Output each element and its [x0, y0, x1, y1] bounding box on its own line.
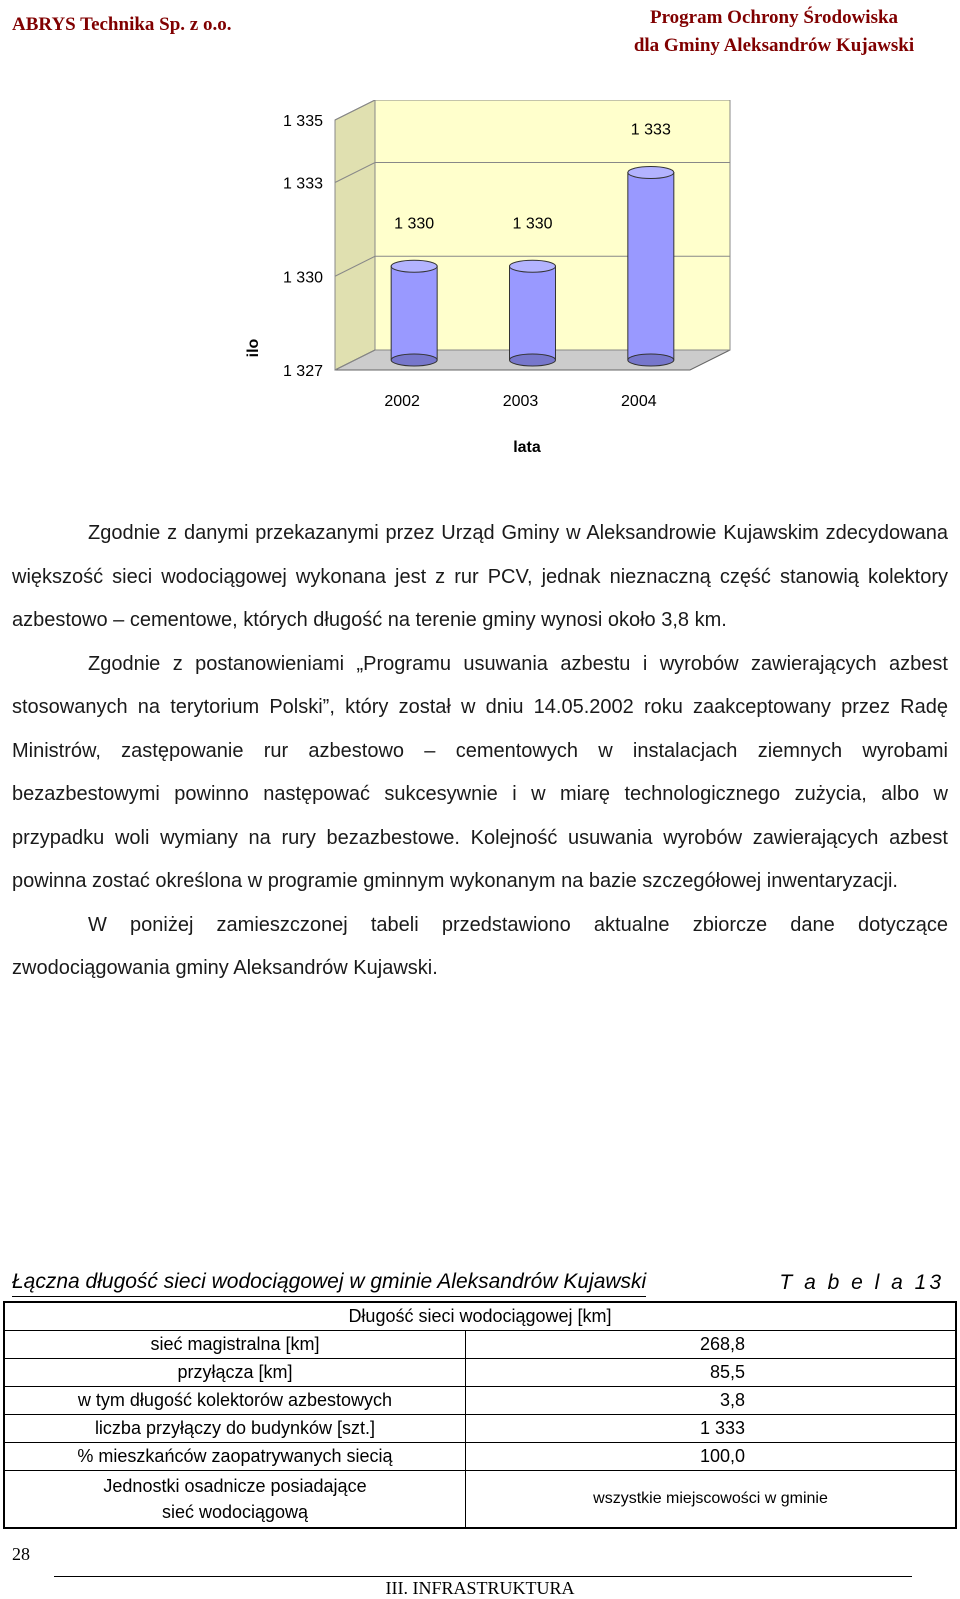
program-title-line2: dla Gminy Aleksandrów Kujawski [633, 35, 915, 56]
bar [628, 173, 674, 361]
y-axis-label: ilo [245, 338, 262, 358]
program-title [634, 4, 914, 60]
y-tick-label: 1 333 [282, 175, 323, 193]
table-title: Łączna długość sieci wodociągowej w gminie Aleksandrów Kujawski [12, 1268, 646, 1297]
water-network-table [3, 1301, 957, 1529]
bar [510, 266, 556, 360]
program-title-line1: Program Ochrony Środowiska [649, 7, 899, 28]
row-label: przyłącza [km] [4, 1359, 466, 1387]
row-label: liczba przyłączy do budynków [szt.] [4, 1415, 466, 1443]
bar-chart [0, 100, 960, 480]
row-value: 268,8 [466, 1331, 957, 1359]
row-value: wszystkie miejscowości w gminie [466, 1471, 957, 1529]
chart-side-wall [335, 100, 375, 370]
x-tick-label: 2004 [621, 393, 657, 410]
table-row [4, 1359, 956, 1387]
page-header [0, 0, 960, 62]
y-tick-label: 1 327 [282, 363, 323, 380]
x-axis-label: lata [513, 439, 541, 456]
table-number: T a b e l a 13 [779, 1271, 944, 1294]
footer-divider [54, 1576, 912, 1577]
footer-section: III. INFRASTRUKTURA [385, 1578, 575, 1598]
x-tick-label: 2003 [502, 393, 539, 410]
paragraph-1: Zgodnie z danymi przekazanymi przez Urząd Gminy w Aleksandrowie Kujawskim zdecydowana większość sieci wodociągowej wykonana jest z rur PCV, jednak nieznaczną część stanowią kolektory azbestowo – cementowe, których długość na terenie gminy wynosi około 3,8 km. [12, 522, 948, 631]
bar-base [628, 354, 674, 366]
row-label-line1: Jednostki osadnicze posiadające [103, 1476, 367, 1496]
table-row [4, 1331, 956, 1359]
x-tick-label: 2002 [384, 393, 420, 410]
table-header-cell: Długość sieci wodociągowej [km] [4, 1302, 956, 1331]
row-value: 85,5 [466, 1359, 957, 1387]
bar-top [628, 167, 674, 179]
row-label: sieć magistralna [km] [4, 1331, 466, 1359]
y-tick-label: 1 330 [282, 269, 323, 287]
table-row [4, 1415, 956, 1443]
row-value: 100,0 [466, 1443, 957, 1471]
table-row [4, 1387, 956, 1415]
data-label: 1 330 [394, 215, 435, 233]
page-number: 28 [12, 1544, 30, 1564]
table-row [4, 1443, 956, 1471]
paragraph-2: Zgodnie z postanowieniami „Programu usuwania azbestu i wyrobów zawierających azbest stosowanych na terytorium Polski”, który został w dniu 14.05.2002 roku zaakceptowany przez Radę Ministrów, zastępowanie rur azbestowo – cementowych w instalacjach ziemnych wyrobami bezazbestowymi powinno następować sukcesywnie i w miarę technologicznego zużycia, albo w przypadku woli wymiany na rury bezazbestowe. Kolejność usuwania wyrobów zawierających azbest powinna zostać określona w programie gminnym wykonanym na bazie szczegółowej inwentaryzacji. [12, 652, 948, 892]
row-value: 1 333 [466, 1415, 957, 1443]
paragraph-3: W poniżej zamieszczonej tabeli przedstawiono aktualne zbiorcze dane dotyczące zwodociągowania gminy Aleksandrów Kujawski. [12, 913, 948, 979]
table-caption [12, 1268, 948, 1298]
row-label: % mieszkańców zaopatrywanych siecią [4, 1443, 466, 1471]
row-label: w tym długość kolektorów azbestowych [4, 1387, 466, 1415]
bar-base [391, 354, 437, 366]
row-label-line2: sieć wodociągową [161, 1502, 309, 1522]
y-tick-label: 1 335 [282, 113, 323, 130]
bar-top [510, 260, 556, 272]
table-row [4, 1471, 956, 1529]
row-value: 3,8 [466, 1387, 957, 1415]
bar-top [391, 260, 437, 272]
data-label: 1 333 [630, 121, 671, 139]
company-name: ABRYS Technika Sp. z o.o. [12, 14, 232, 35]
table-header-row [4, 1302, 956, 1331]
row-label [4, 1471, 466, 1529]
bar-base [510, 354, 556, 366]
bar [391, 266, 437, 360]
body-text [12, 512, 948, 991]
data-label: 1 330 [512, 215, 553, 233]
